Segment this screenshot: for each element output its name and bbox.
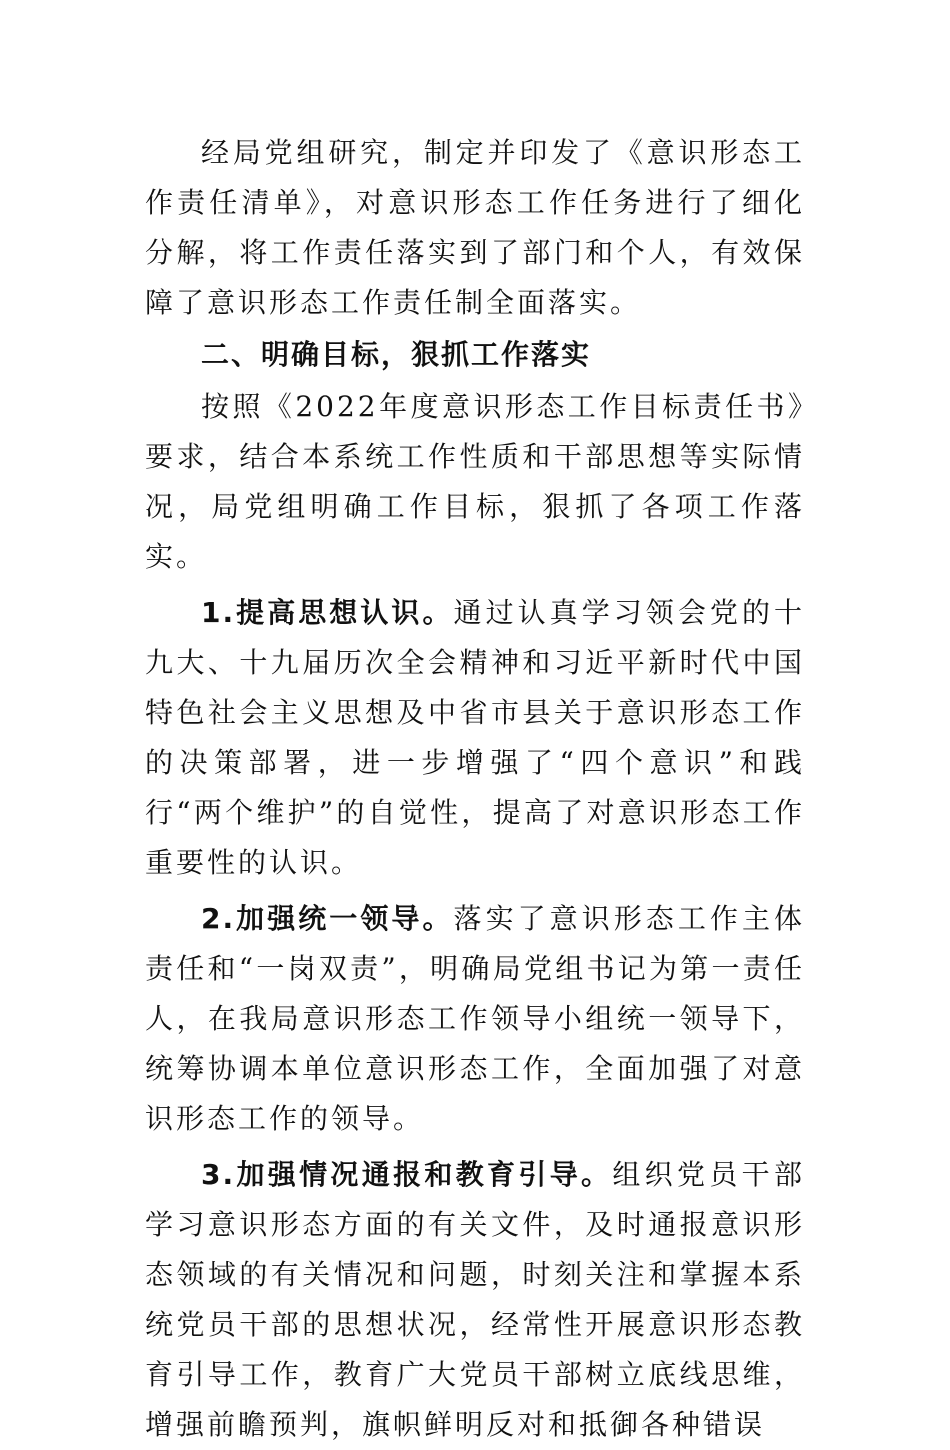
paragraph-intro: 经局党组研究，制定并印发了《意识形态工作责任清单》，对意识形态工作任务进行了细化分解，将工作责任落实到了部门和个人，有效保障了意识形态工作责任制全面落实。 <box>145 136 805 319</box>
item-lead: 3.加强情况通报和教育引导。 <box>201 1158 613 1191</box>
item-body: 组织党员干部学习意识形态方面的有关文件，及时通报意识形态领域的有关情况和问题，时刻关注和掌握本系统党员干部的思想状况，经常性开展意识形态教育引导工作，教育广大党员干部树立底线思维，增强前瞻预判，旗帜鲜明反对和抵御各种错误 <box>145 1158 805 1441</box>
item-lead: 1.提高思想认识。 <box>201 596 454 629</box>
list-item <box>145 894 805 1144</box>
item-body: 落实了意识形态工作主体责任和“一岗双责”，明确局党组书记为第一责任人，在我局意识形态工作领导小组统一领导下，统筹协调本单位意识形态工作，全面加强了对意识形态工作的领导。 <box>145 902 805 1135</box>
document-body <box>145 128 805 1450</box>
section-heading: 二、明确目标，狠抓工作落实 <box>201 338 592 371</box>
list-item <box>145 1150 805 1450</box>
paragraph-goal: 按照《2022年度意识形态工作目标责任书》要求，结合本系统工作性质和干部思想等实际情况，局党组明确工作目标，狠抓了各项工作落实。 <box>145 390 805 573</box>
item-lead: 2.加强统一领导。 <box>201 902 454 935</box>
item-body: 通过认真学习领会党的十九大、十九届历次全会精神和习近平新时代中国特色社会主义思想及中省市县关于意识形态工作的决策部署，进一步增强了“四个意识”和践行“两个维护”的自觉性，提高了对意识形态工作重要性的认识。 <box>145 596 805 879</box>
list-item <box>145 588 805 888</box>
